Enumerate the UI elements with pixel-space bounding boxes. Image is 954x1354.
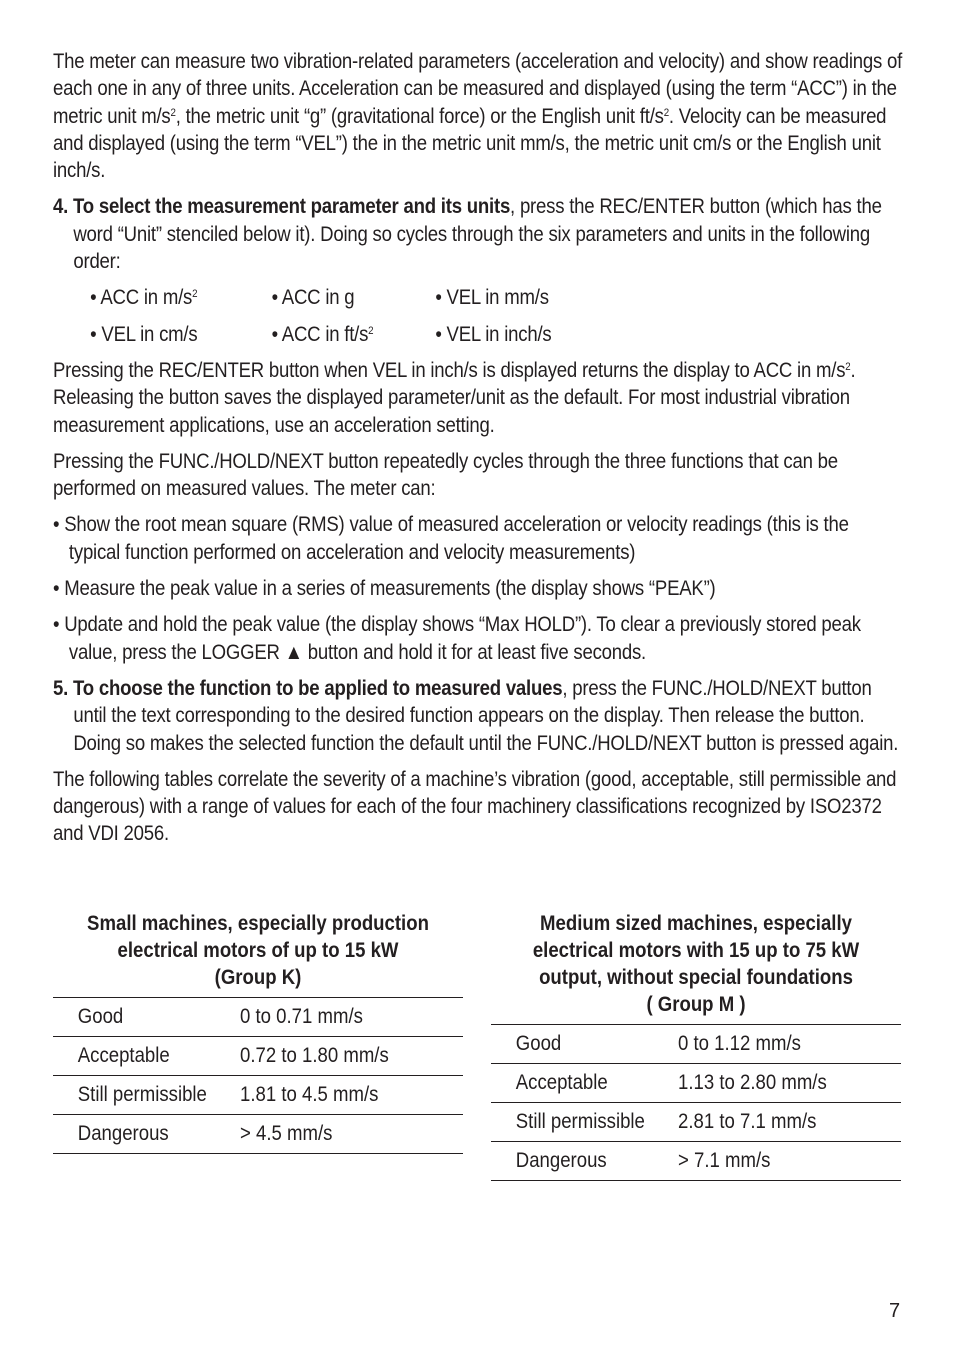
row-label: Good [77, 1005, 124, 1028]
unit-item: • ACC in $ft/s^2$ [271, 322, 374, 346]
caption-line: Small machines, especially production [87, 912, 429, 935]
unit-item: • VEL in inch/s [435, 322, 552, 346]
row-label: Still permissible [515, 1110, 645, 1133]
caption-line: output, without special foundations [539, 966, 853, 989]
intro-paragraph: The meter can measure two vibration-related parameters (acceleration and velocity) and show readings of each one in any of three units. Acceleration can be measured and displayed (using the term “ACC”) in the metric unit $m/s^2$, the metric unit “g” (gravitational force) or the English unit $ft/s^2$. Velocity can be measured and displayed (using the term “VEL”) the in the metric unit mm/s, the metric unit cm/s or the English unit inch/s. [53, 50, 903, 183]
table-caption [53, 910, 464, 997]
table-row [491, 1141, 901, 1181]
table-group-k [53, 910, 463, 1154]
row-value: 1.13 to 2.80 mm/s [678, 1071, 827, 1094]
table-row [53, 997, 463, 1036]
table-row [53, 1114, 463, 1154]
row-label: Dangerous [77, 1122, 169, 1145]
row-label: Acceptable [515, 1071, 608, 1094]
unit-item: • ACC in g [271, 286, 355, 310]
tables-intro-paragraph: The following tables correlate the severity of a machine’s vibration (good, acceptable, still permissible and dangerous) with a range of values for each of the four machinery classifications recognized by ISO2372 and VDI 2056. [53, 767, 897, 846]
function-bullet: • Show the root mean square (RMS) value of measured acceleration or velocity readings (this is the typical function performed on acceleration and velocity measurements) [53, 513, 849, 564]
step-4: 4. To select the measurement parameter and its units, press the REC/ENTER button (which has the word “Unit” stenciled below it). Doing so cycles through the six parameters and units in the following order: [53, 195, 882, 274]
row-value: > 7.1 mm/s [678, 1149, 771, 1172]
row-label: Acceptable [77, 1044, 170, 1067]
row-value: 2.81 to 7.1 mm/s [678, 1110, 817, 1133]
caption-line: Medium sized machines, especially [540, 912, 852, 935]
unit-item: • VEL in mm/s [435, 286, 549, 310]
table-row [491, 1063, 901, 1102]
unit-list [90, 284, 902, 348]
text-column [53, 48, 903, 848]
row-label: Still permissible [77, 1083, 207, 1106]
table-row [491, 1102, 901, 1141]
row-value: 0.72 to 1.80 mm/s [240, 1044, 389, 1067]
table-caption [491, 910, 902, 1024]
table-group-m [491, 910, 901, 1181]
page-body [53, 48, 903, 857]
table-row [53, 1075, 463, 1114]
row-label: Dangerous [515, 1149, 607, 1172]
row-label: Good [515, 1032, 562, 1055]
row-value: 0 to 0.71 mm/s [240, 1005, 363, 1028]
rec-enter-paragraph: Pressing the REC/ENTER button when VEL in inch/s is displayed returns the display to ACC in $m/s^2$. Releasing the button saves the displayed parameter/unit as the default. For most industrial vibration measurement applications, use an acceleration setting. [53, 358, 856, 437]
function-bullet: • Update and hold the peak value (the display shows “Max HOLD”). To clear a previously stored peak value, press the LOGGER ▲ button and hold it for at least five seconds. [53, 613, 861, 664]
caption-line: electrical motors of up to 15 kW [117, 939, 399, 962]
caption-line: ( Group M ) [646, 993, 746, 1016]
row-value: 0 to 1.12 mm/s [678, 1032, 801, 1055]
table-row [53, 1036, 463, 1075]
caption-line: (Group K) [214, 966, 302, 989]
unit-item: • ACC in $m/s^2$ [90, 286, 198, 310]
unit-item: • VEL in cm/s [90, 322, 198, 346]
caption-line: electrical motors with 15 up to 75 kW [532, 939, 860, 962]
row-value: > 4.5 mm/s [240, 1122, 333, 1145]
step-5: 5. To choose the function to be applied to measured values, press the FUNC./HOLD/NEXT button until the text corresponding to the desired function appears on the display. Then release the button. Doing so makes the selected function the default until the FUNC./HOLD/NEXT button is pressed again. [53, 676, 899, 755]
func-paragraph: Pressing the FUNC./HOLD/NEXT button repeatedly cycles through the three functions that can be performed on measured values. The meter can: [53, 449, 838, 501]
page-number: 7 [889, 1300, 901, 1322]
function-bullet: • Measure the peak value in a series of measurements (the display shows “PEAK”) [53, 577, 716, 601]
row-value: 1.81 to 4.5 mm/s [240, 1083, 379, 1106]
table-row [491, 1024, 901, 1063]
